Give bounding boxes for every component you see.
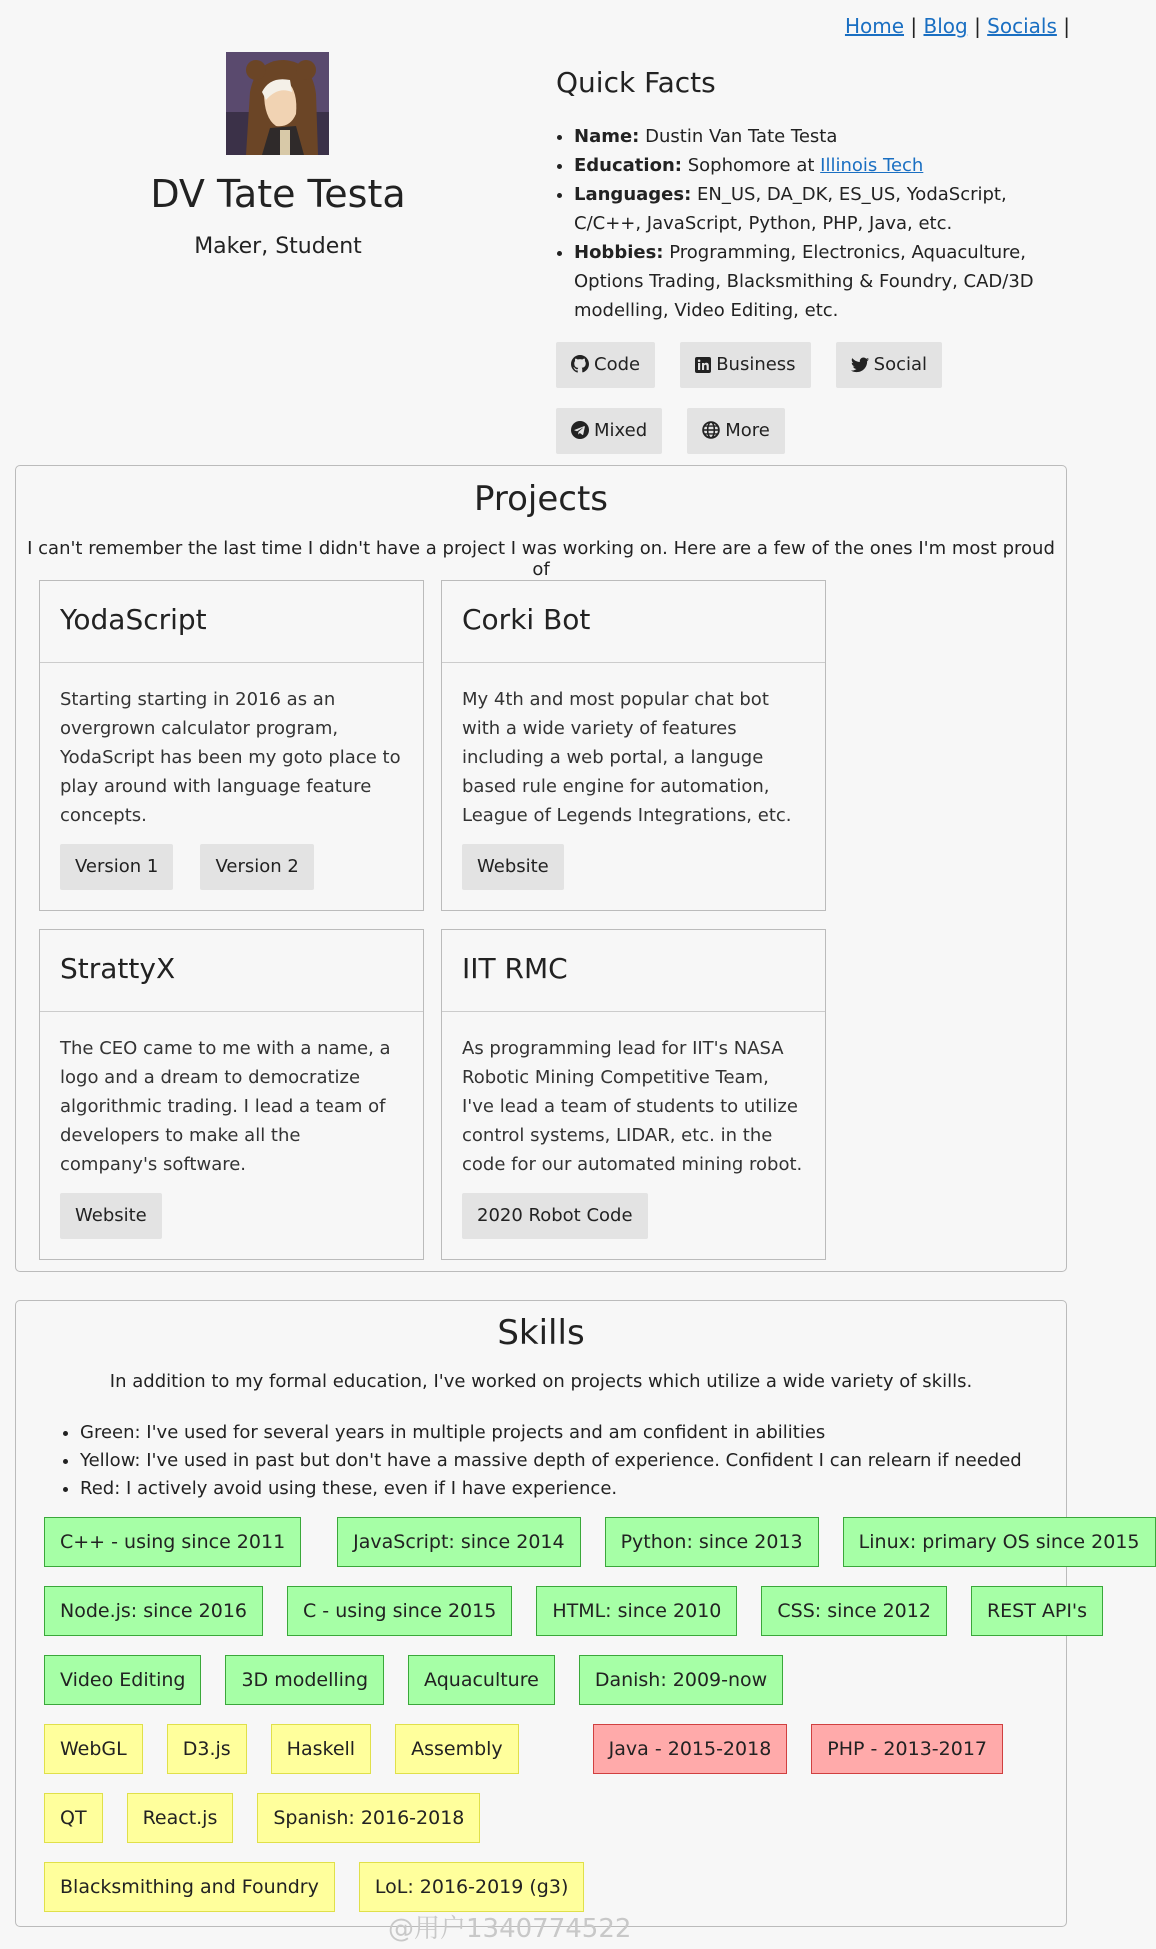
nav-blog-link[interactable]: Blog xyxy=(923,14,968,38)
skill-tag-green: Danish: 2009-now xyxy=(579,1655,783,1705)
projects-title: Projects xyxy=(473,479,609,519)
profile-tagline: Maker, Student xyxy=(194,234,362,259)
skill-tag-yellow: D3.js xyxy=(167,1724,247,1774)
nav-home-link[interactable]: Home xyxy=(844,14,905,38)
twitter-icon xyxy=(851,357,869,373)
nav-separator: | xyxy=(910,14,918,38)
card-title: StrattyX xyxy=(40,930,423,1012)
version-2-button[interactable]: Version 2 xyxy=(200,844,313,890)
skill-row xyxy=(44,1793,1054,1862)
link-buttons xyxy=(556,342,1056,474)
skill-tag-green: HTML: since 2010 xyxy=(536,1586,737,1636)
fact-label: Hobbies: xyxy=(574,242,664,263)
card-title: YodaScript xyxy=(40,581,423,663)
project-card-yodascript xyxy=(39,580,424,911)
skill-tag-yellow: Blacksmithing and Foundry xyxy=(44,1862,335,1912)
skill-tag-red: PHP - 2013-2017 xyxy=(811,1724,1003,1774)
skill-tag-yellow: Spanish: 2016-2018 xyxy=(257,1793,480,1843)
list-item: • Green: I've used for several years in multiple projects and am confident in abilities xyxy=(80,1419,1022,1447)
website-button[interactable]: Website xyxy=(60,1193,162,1239)
project-card-strattyx xyxy=(39,929,424,1260)
card-title: Corki Bot xyxy=(442,581,825,663)
skill-tag-green: JavaScript: since 2014 xyxy=(337,1517,580,1567)
skill-tag-yellow: LoL: 2016-2019 (g3) xyxy=(359,1862,584,1912)
project-card-iit-rmc xyxy=(441,929,826,1260)
nav-separator: | xyxy=(1063,14,1070,38)
skill-tag-green: REST API's xyxy=(971,1586,1103,1636)
projects-subtitle: I can't remember the last time I didn't have a project I was working on. Here are a few of the ones I'm most proud of xyxy=(27,538,1055,580)
button-label: Mixed xyxy=(594,420,648,441)
card-body: As programming lead for IIT's NASA Robotic Mining Competitive Team, I've lead a team of students to utilize control systems, LIDAR, etc. in the code for our automated mining robot. xyxy=(462,1038,803,1175)
card-body: My 4th and most popular chat bot with a wide variety of features including a web portal, a languge based rule engine for automation, League of Legends Integrations, etc. xyxy=(462,689,792,826)
top-nav xyxy=(845,14,1070,38)
skill-row xyxy=(44,1724,1054,1793)
linkedin-icon xyxy=(695,357,711,373)
skill-tag-green: CSS: since 2012 xyxy=(761,1586,947,1636)
skill-tag-green: Linux: primary OS since 2015 xyxy=(843,1517,1156,1567)
skill-tag-green: 3D modelling xyxy=(225,1655,384,1705)
robot-code-button[interactable]: 2020 Robot Code xyxy=(462,1193,648,1239)
skill-tag-green: Aquaculture xyxy=(408,1655,555,1705)
button-label: Business xyxy=(716,354,796,375)
mixed-button[interactable] xyxy=(556,408,662,454)
fact-value: Sophomore at xyxy=(687,155,815,176)
github-icon xyxy=(571,355,589,373)
code-button[interactable] xyxy=(556,342,655,388)
quick-facts-title: Quick Facts xyxy=(556,66,716,99)
skills-legend xyxy=(54,1419,1022,1503)
skill-tag-yellow: React.js xyxy=(127,1793,234,1843)
skill-tag-green: Video Editing xyxy=(44,1655,201,1705)
version-1-button[interactable]: Version 1 xyxy=(60,844,173,890)
skill-row xyxy=(44,1655,1054,1724)
skill-tag-red: Java - 2015-2018 xyxy=(593,1724,788,1774)
skills-title: Skills xyxy=(497,1313,585,1353)
skill-tag-yellow: Haskell xyxy=(271,1724,371,1774)
fact-value: Dustin Van Tate Testa xyxy=(645,126,838,147)
fact-label: Education: xyxy=(574,155,682,176)
button-label: Code xyxy=(594,354,641,375)
skill-tag-green: Node.js: since 2016 xyxy=(44,1586,263,1636)
skill-tag-green: C++ - using since 2011 xyxy=(44,1517,301,1567)
card-title: IIT RMC xyxy=(442,930,825,1012)
list-item xyxy=(574,180,1054,238)
nav-socials-link[interactable]: Socials xyxy=(987,14,1057,38)
skills-subtitle: In addition to my formal education, I've worked on projects which utilize a wide variety of skills. xyxy=(109,1371,973,1392)
list-item: • Red: I actively avoid using these, even if I have experience. xyxy=(80,1475,1022,1503)
list-item xyxy=(574,238,1054,325)
profile-name: DV Tate Testa xyxy=(150,172,406,216)
list-item xyxy=(574,151,1054,180)
skill-row xyxy=(44,1517,1140,1586)
skill-tag-green: Python: since 2013 xyxy=(605,1517,819,1567)
button-label: Social xyxy=(873,354,928,375)
watermark: @用户1340774522 xyxy=(388,1914,632,1944)
more-button[interactable] xyxy=(687,408,785,454)
fact-label: Name: xyxy=(574,126,640,147)
fact-label: Languages: xyxy=(574,184,692,205)
business-button[interactable] xyxy=(680,342,810,388)
skill-row xyxy=(44,1586,1088,1655)
card-body: The CEO came to me with a name, a logo and a dream to democratize algorithmic trading. I lead a team of developers to make all the company's software. xyxy=(60,1038,391,1175)
skill-tag-yellow: QT xyxy=(44,1793,103,1843)
website-button[interactable]: Website xyxy=(462,844,564,890)
illinois-tech-link[interactable]: Illinois Tech xyxy=(820,155,924,176)
card-body: Starting starting in 2016 as an overgrown calculator program, YodaScript has been my goto place to play around with language feature concepts. xyxy=(60,689,401,826)
skill-tag-green: C - using since 2015 xyxy=(287,1586,512,1636)
project-card-corki-bot xyxy=(441,580,826,911)
social-button[interactable] xyxy=(836,342,942,388)
fact-value: Programming, Electronics, Aquaculture, Options Trading, Blacksmithing & Foundry, CAD/3D modelling, Video Editing, etc. xyxy=(574,242,1034,321)
skill-tag-yellow: WebGL xyxy=(44,1724,143,1774)
hooded-figure-avatar-icon xyxy=(226,52,329,155)
fact-value: EN_US, DA_DK, ES_US, YodaScript, C/C++, JavaScript, Python, PHP, Java, etc. xyxy=(574,184,1007,234)
list-item: • Yellow: I've used in past but don't have a massive depth of experience. Confident I can relearn if needed xyxy=(80,1447,1022,1475)
list-item xyxy=(574,122,1054,151)
quick-facts-list xyxy=(556,122,1054,325)
skill-tags xyxy=(44,1517,1140,1931)
skills-panel xyxy=(15,1300,1140,1927)
projects-panel xyxy=(15,465,1067,1272)
nav-separator: | xyxy=(974,14,981,38)
telegram-icon xyxy=(571,421,589,439)
globe-icon xyxy=(702,421,720,439)
button-label: More xyxy=(725,420,770,441)
avatar xyxy=(226,52,329,155)
skill-tag-yellow: Assembly xyxy=(395,1724,519,1774)
